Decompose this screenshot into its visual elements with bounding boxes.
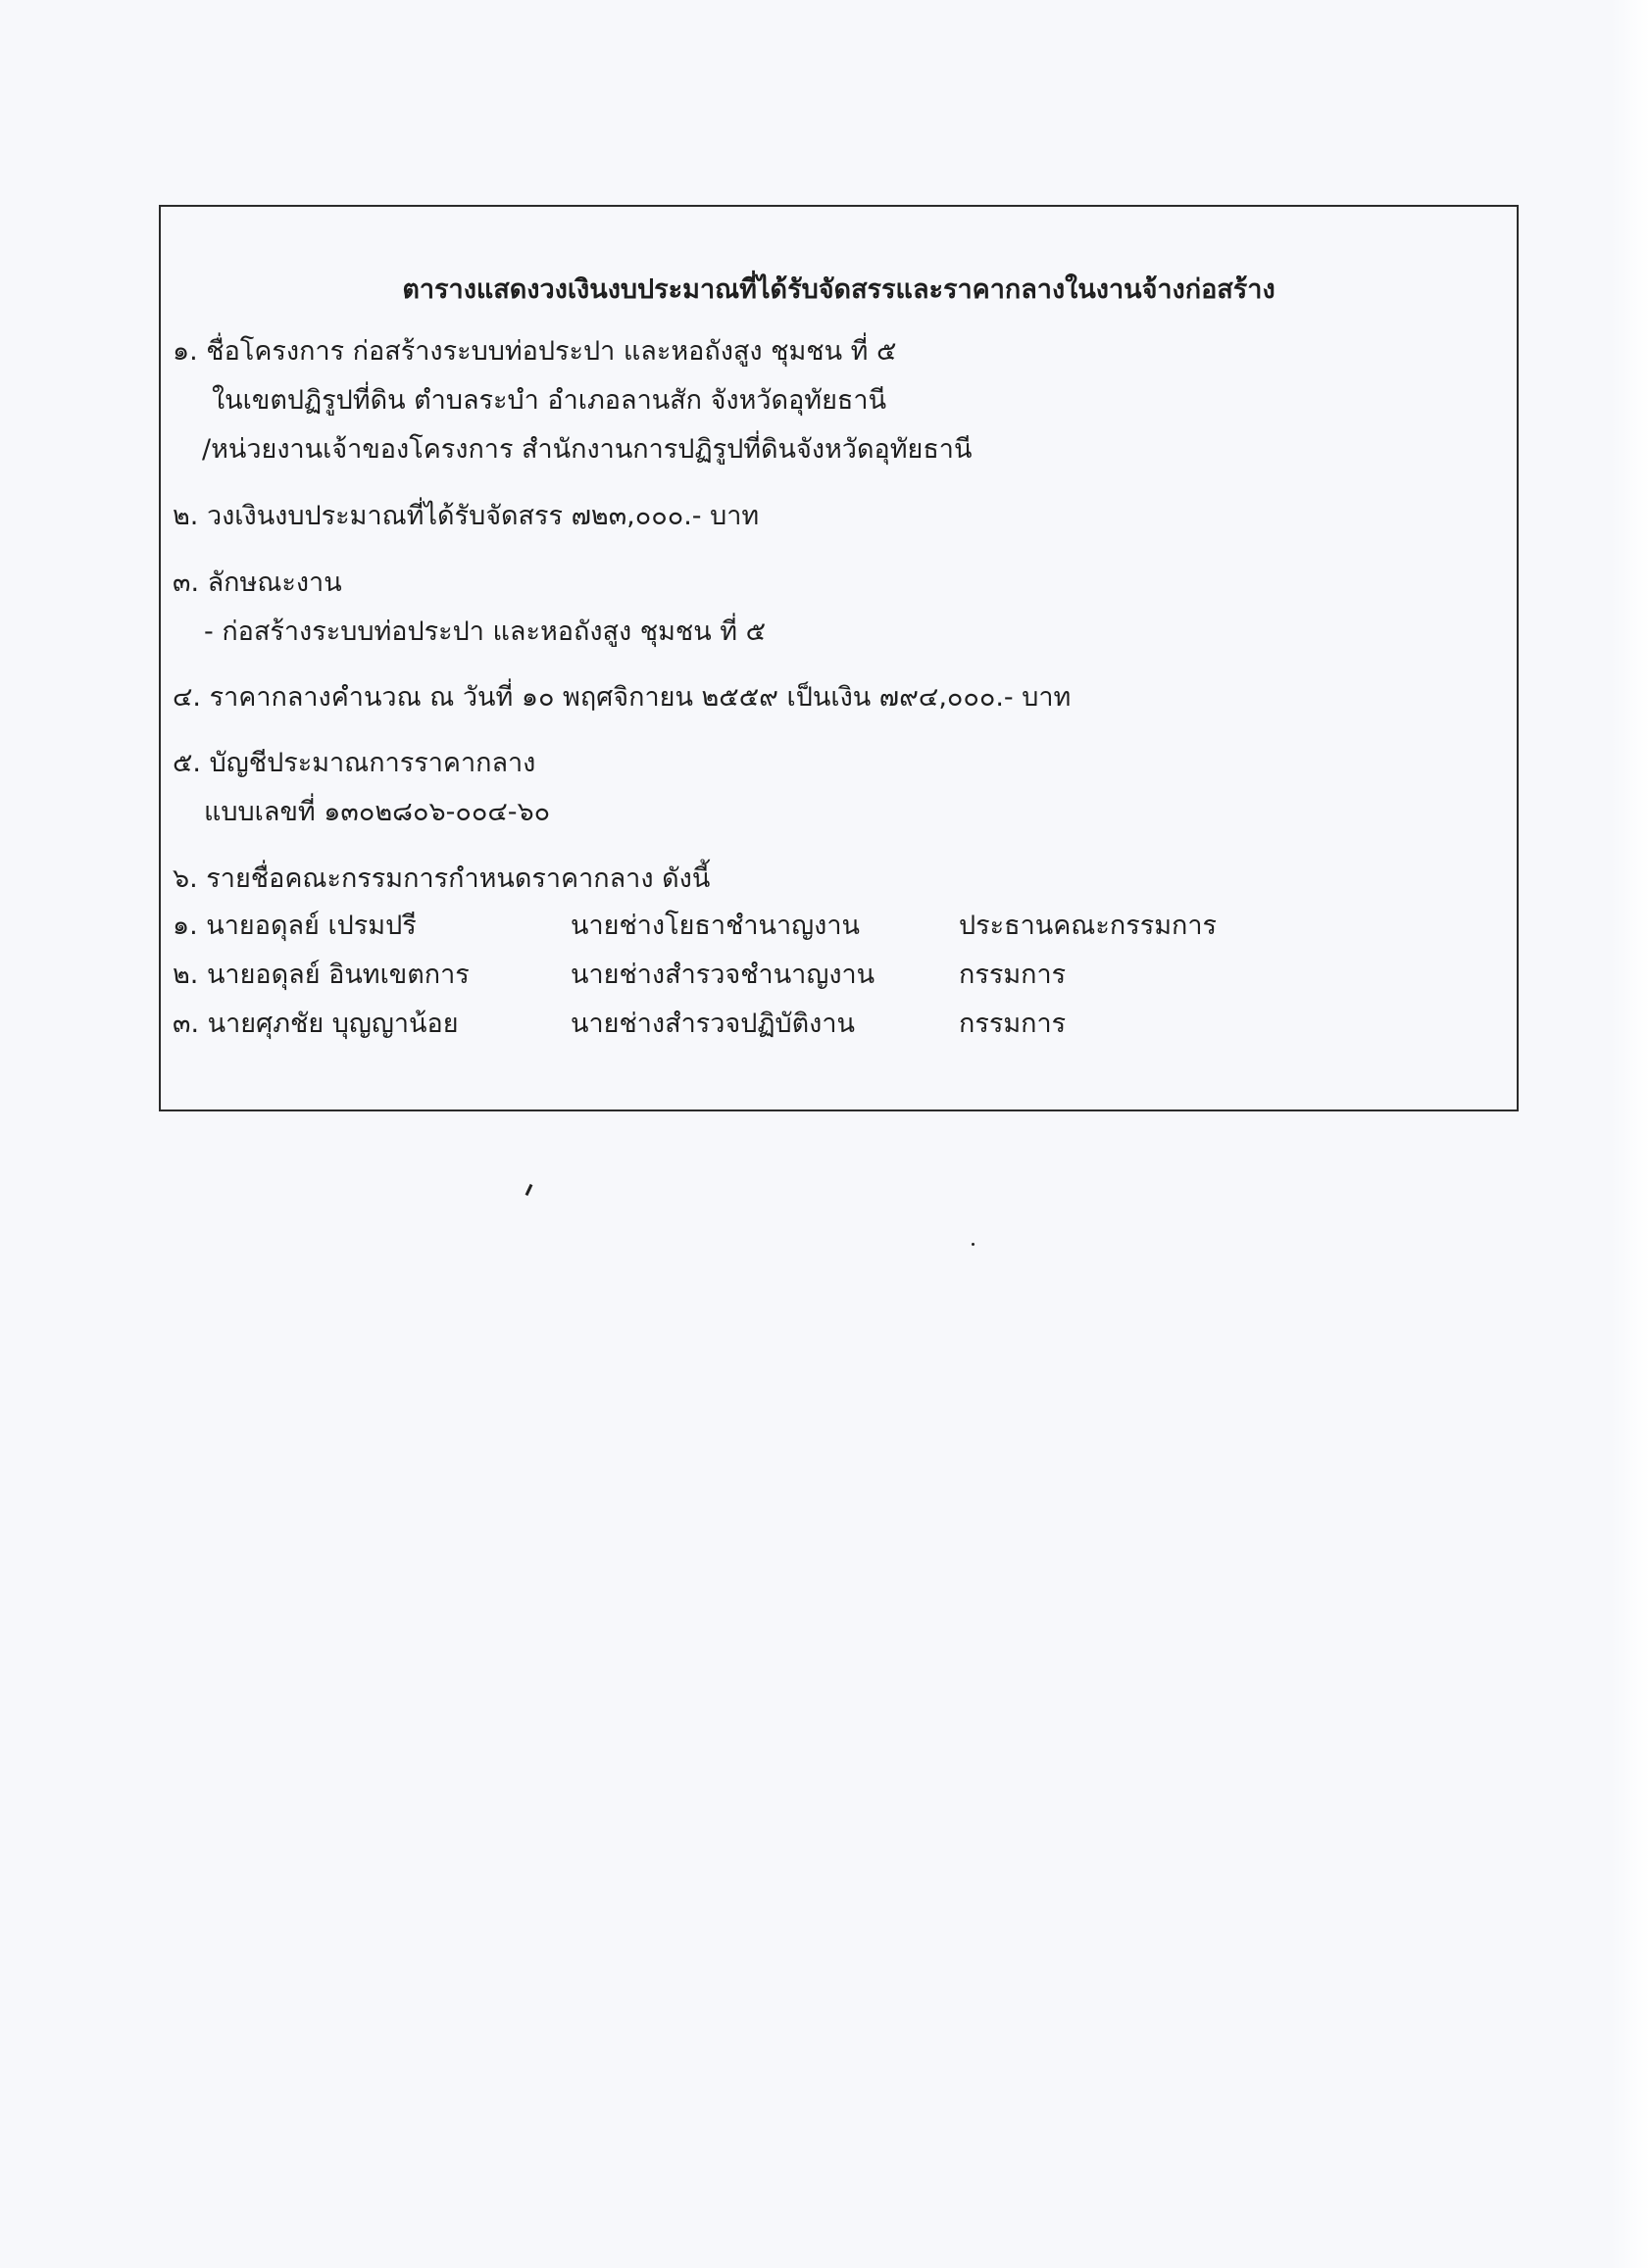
member-role: กรรมการ [959,960,1067,990]
member-position: นายช่างสำรวจปฏิบัติงาน [571,1009,855,1039]
project-name-line: ๑. ชื่อโครงการ ก่อสร้างระบบท่อประปา และหอถังสูง ชุมชน ที่ ๕ [173,336,897,367]
page-edge [1611,0,1650,2268]
committee-heading: ๖. รายชื่อคณะกรรมการกำหนดราคากลาง ดังนี้ [173,863,711,894]
member-position: นายช่างสำรวจชำนาญงาน [571,960,875,990]
plan-number-line: แบบเลขที่ ๑๓๐๒๘๐๖-๐๐๔-๖๐ [204,797,551,827]
member-name: ๒. นายอดุลย์ อินทเขตการ [173,960,470,990]
member-position: นายช่างโยธาชำนาญงาน [571,911,860,941]
member-role: ประธานคณะกรรมการ [959,911,1218,941]
document-title: ตารางแสดงวงเงินงบประมาณที่ได้รับจัดสรรและราคากลางในงานจ้างก่อสร้าง [402,274,1275,305]
member-role: กรรมการ [959,1009,1067,1039]
scan-speck [525,1184,533,1196]
median-price-line: ๔. ราคากลางคำนวณ ณ วันที่ ๑๐ พฤศจิกายน ๒๕๕๙ เป็นเงิน ๗๙๔,๐๐๐.- บาท [173,682,1072,713]
member-name: ๓. นายศุภชัย บุญญาน้อย [173,1009,459,1039]
project-owner-line: /หน่วยงานเจ้าของโครงการ สำนักงานการปฏิรูปที่ดินจังหวัดอุทัยธานี [202,434,973,465]
member-name: ๑. นายอดุลย์ เปรมปรี [173,911,417,941]
budget-line: ๒. วงเงินงบประมาณที่ได้รับจัดสรร ๗๒๓,๐๐๐.- บาท [173,501,760,531]
document-frame [159,205,1519,1111]
scan-speck [972,1243,975,1246]
estimate-heading: ๕. บัญชีประมาณการราคากลาง [173,748,536,778]
project-location-line: ในเขตปฏิรูปที่ดิน ตำบลระบำ อำเภอลานสัก จังหวัดอุทัยธานี [212,385,887,416]
work-type-item: - ก่อสร้างระบบท่อประปา และหอถังสูง ชุมชน ที่ ๕ [204,616,767,647]
work-type-heading: ๓. ลักษณะงาน [173,567,342,598]
